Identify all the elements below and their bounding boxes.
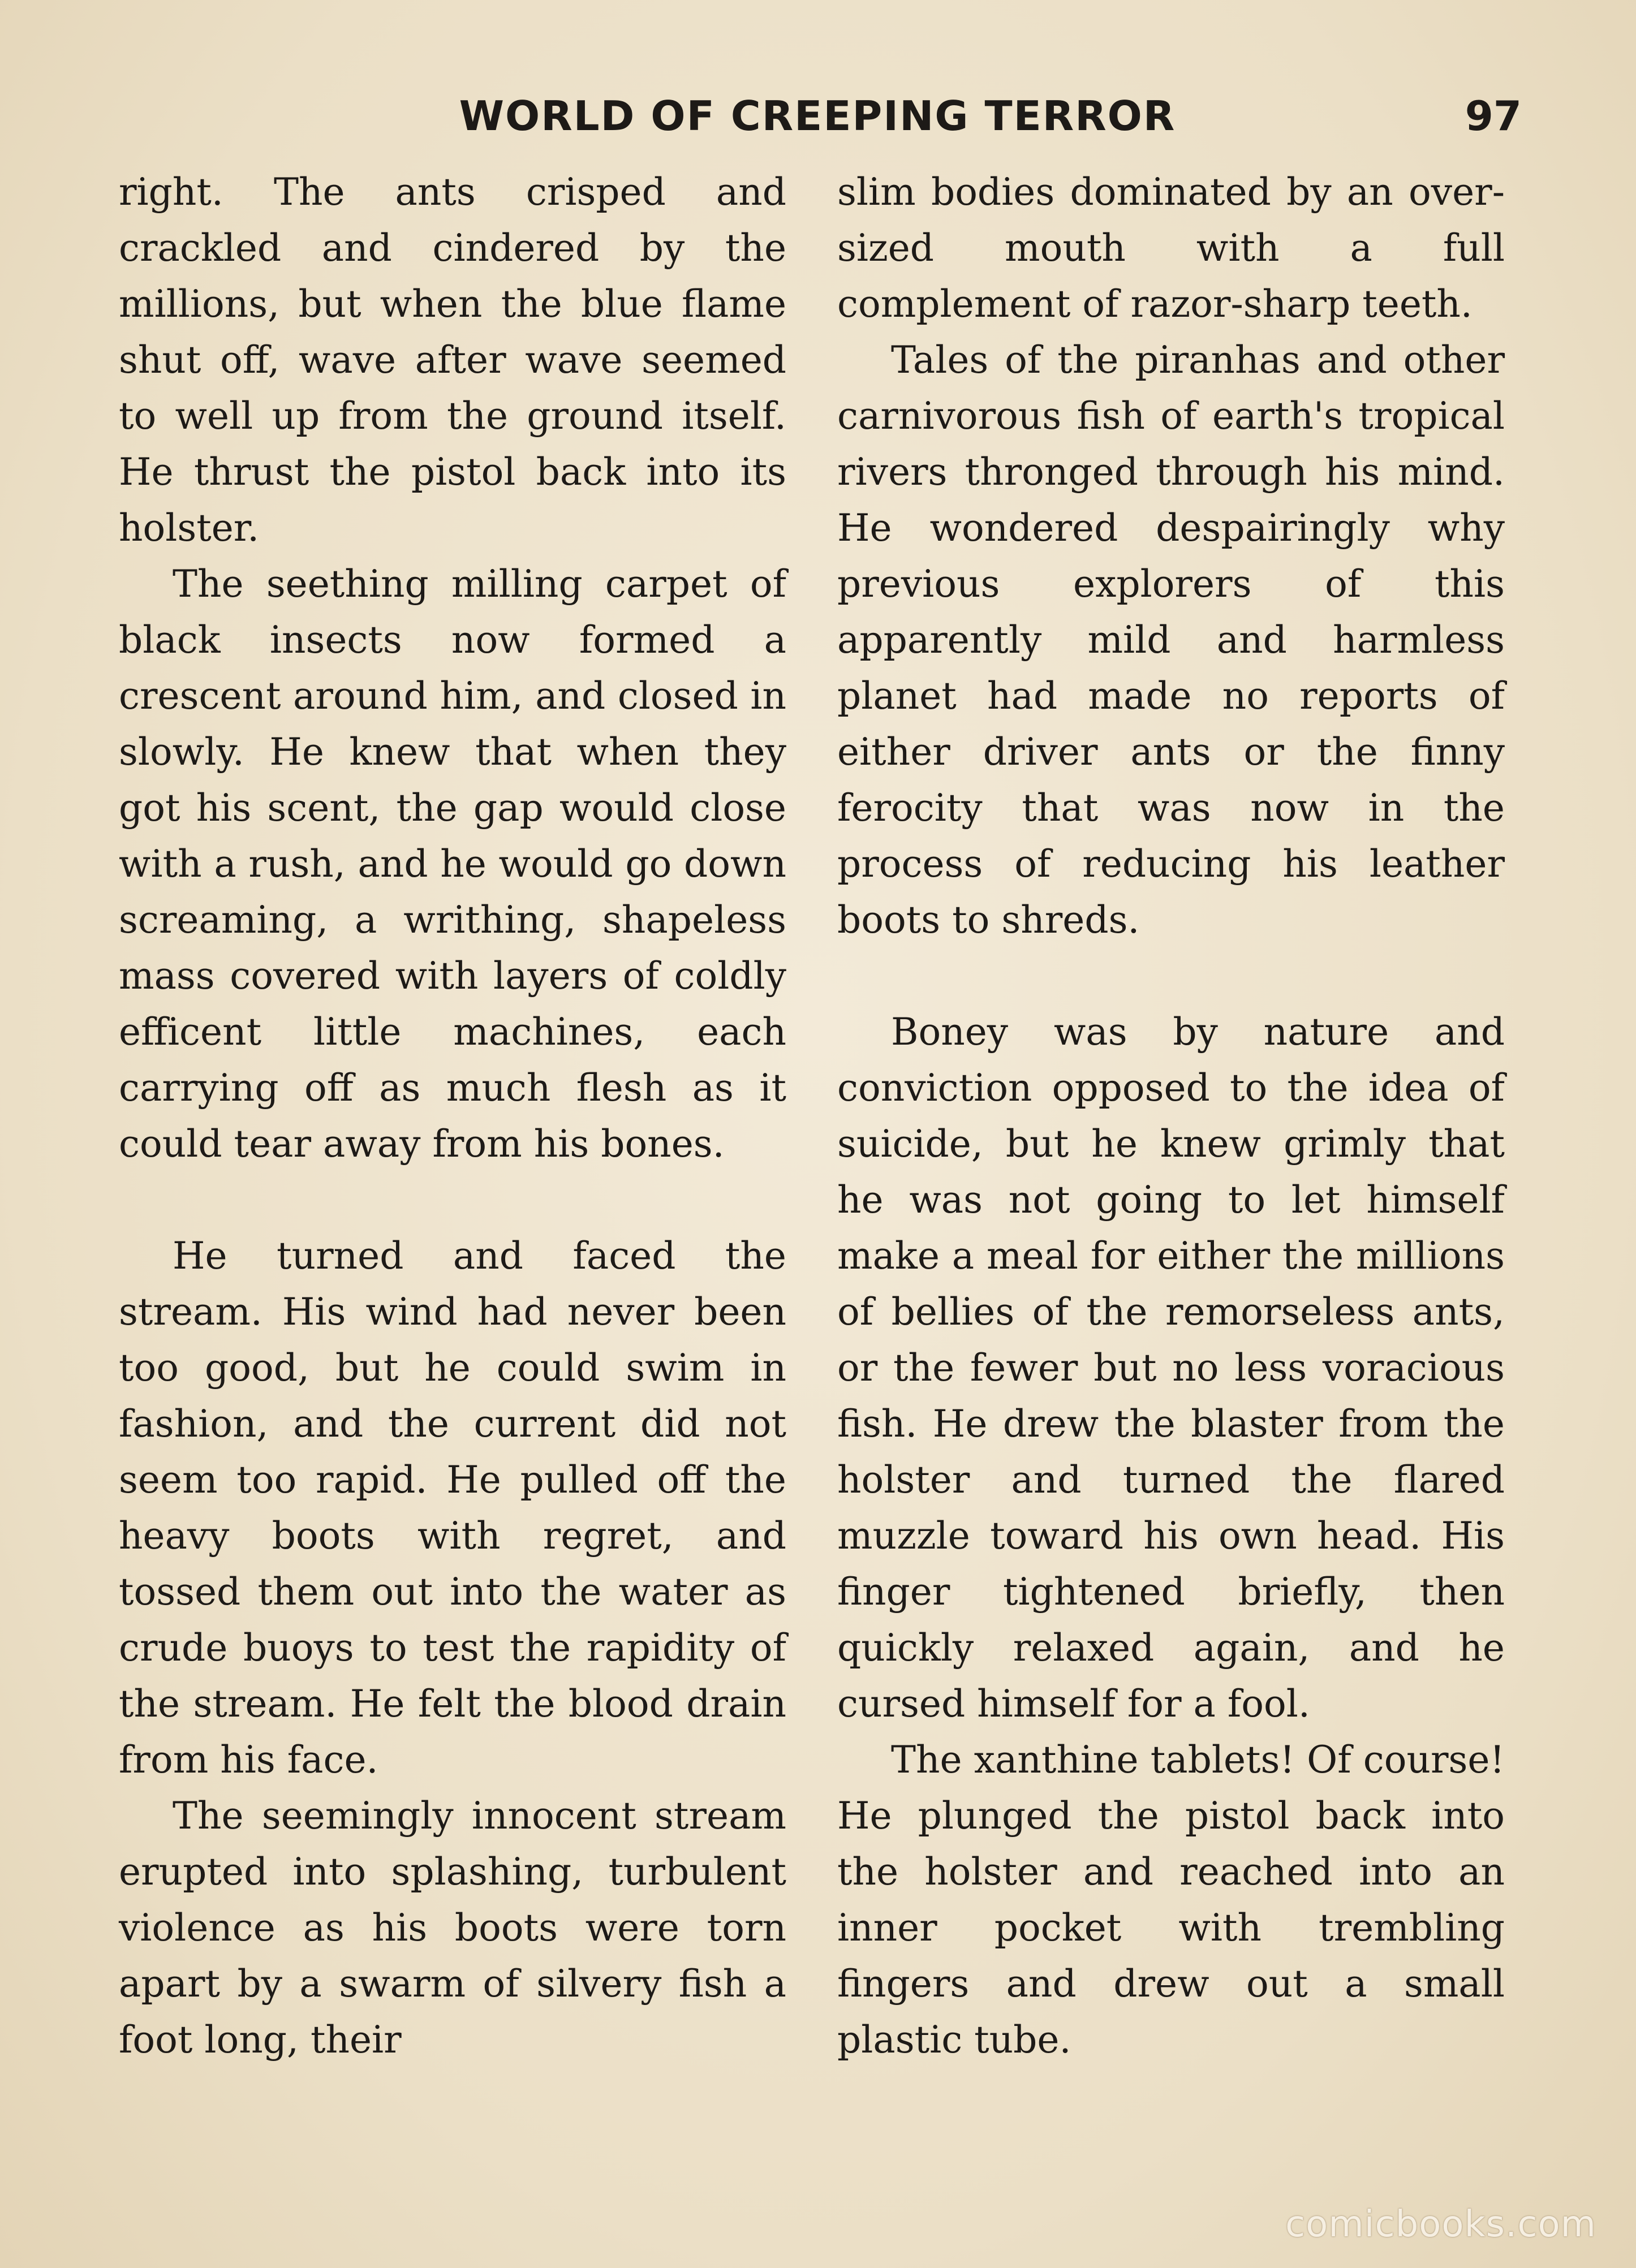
left-column	[119, 164, 786, 2068]
paragraph: The xanthine tablets! Of course! He plunged the pistol back into the holster and reached into an inner pocket with trembling fingers and drew out a small plastic tube.	[837, 1738, 1505, 2062]
right-column	[837, 164, 1505, 2068]
paragraph: He turned and faced the stream. His wind had never been too good, but he could swim in fashion, and the current did not seem too rapid. He pulled off the heavy boots with regret, and tossed them out into the water as crude buoys to test the rapidity of the stream. He felt the blood drain from his face.	[119, 1234, 786, 1782]
paragraph: slim bodies dominated by an over-sized mouth with a full complement of razor-sharp teeth.	[837, 170, 1505, 326]
section-break	[119, 1172, 786, 1228]
paragraph: The seething milling carpet of black insects now formed a crescent around him, and closed in slowly. He knew that when they got his scent, the gap would close with a rush, and he would go down screaming, a writhing, shapeless mass covered with layers of coldly efficent little machines, each carrying off as much flesh as it could tear away from his bones.	[119, 562, 786, 1166]
story-title: WORLD OF CREEPING TERROR	[459, 92, 1176, 140]
section-break	[837, 948, 1505, 1004]
paragraph: The seemingly innocent stream erupted into splashing, turbulent violence as his boots were torn apart by a swarm of silvery fish a foot long, their	[119, 1794, 786, 2062]
watermark: comicbooks.com	[1285, 2204, 1596, 2245]
paragraph: Tales of the piranhas and other carnivorous fish of earth's tropical rivers thronged through his mind. He wondered despairingly why previous explorers of this apparently mild and harmless planet had made no reports of either driver ants or the finny ferocity that was now in the process of reducing his leather boots to shreds.	[837, 338, 1505, 942]
running-head	[113, 85, 1522, 147]
page-number: 97	[1465, 92, 1522, 140]
paragraph: Boney was by nature and conviction opposed to the idea of suicide, but he knew grimly that he was not going to let himself make a meal for either the millions of bellies of the remorseless ants, or the fewer but no less voracious fish. He drew the blaster from the holster and turned the flared muzzle toward his own head. His finger tightened briefly, then quickly relaxed again, and he cursed himself for a fool.	[837, 1010, 1505, 1726]
paragraph: right. The ants crisped and crackled and cindered by the millions, but when the blue flame shut off, wave after wave seemed to well up from the ground itself. He thrust the pistol back into its holster.	[119, 170, 786, 550]
